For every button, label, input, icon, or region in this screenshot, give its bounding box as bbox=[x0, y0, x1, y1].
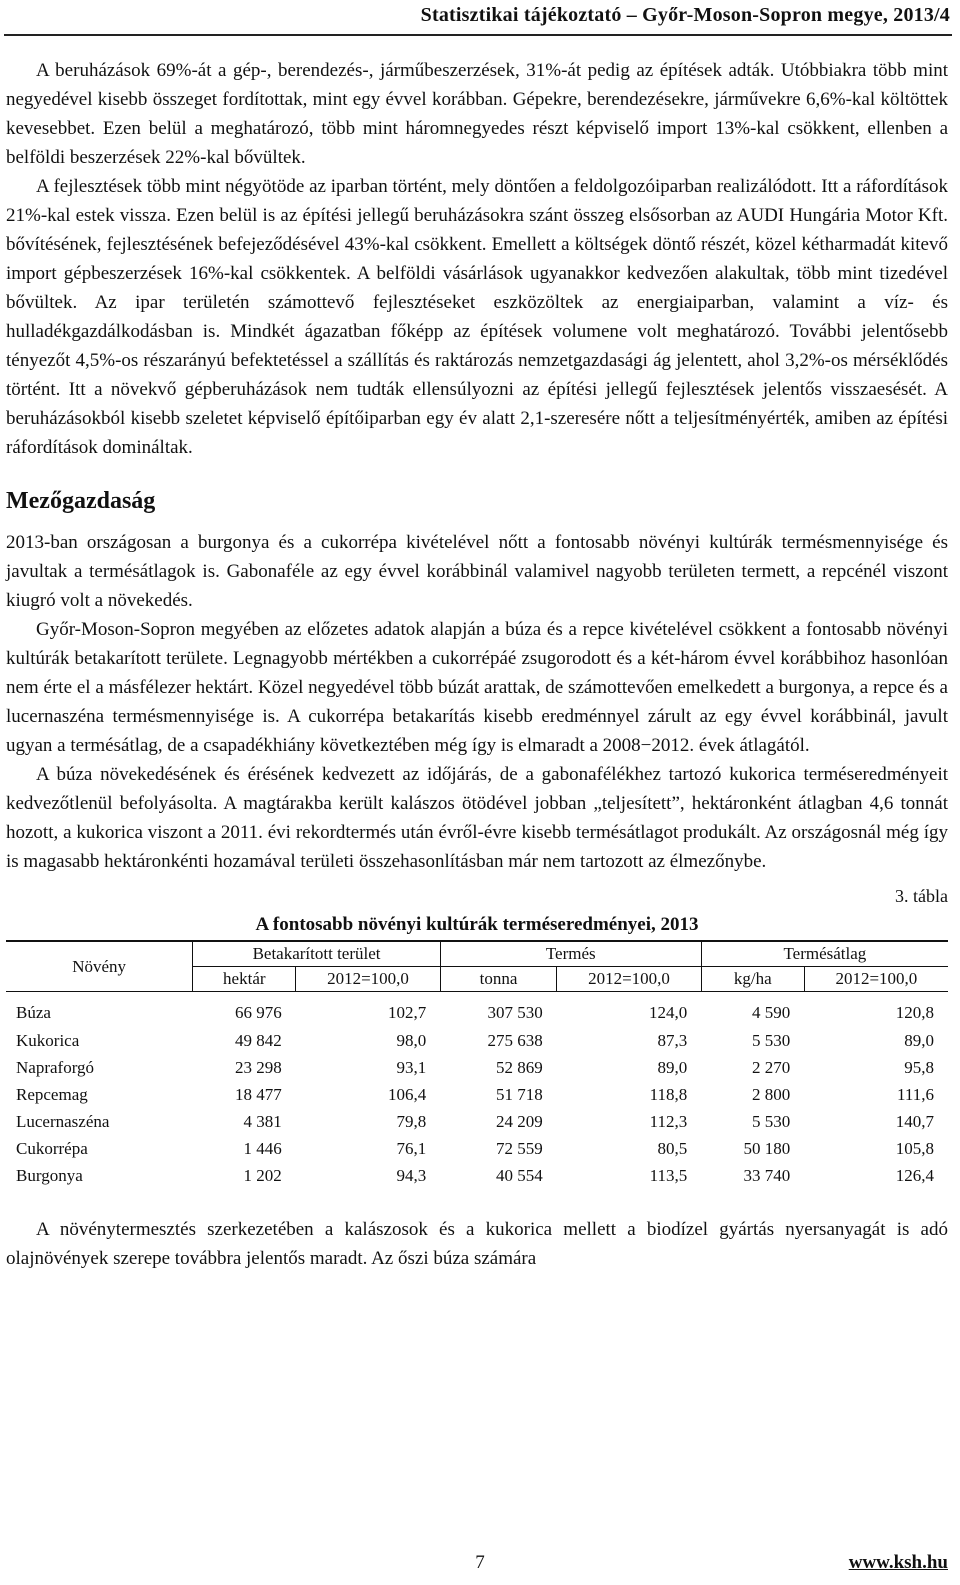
cell-value: 79,8 bbox=[396, 1111, 427, 1131]
cell-plant: Napraforgó bbox=[16, 1057, 95, 1077]
cell-plant: Burgonya bbox=[16, 1165, 83, 1185]
cell-value: 95,8 bbox=[904, 1057, 934, 1077]
cell-value: 5 530 bbox=[751, 1111, 791, 1131]
cell-value: 126,4 bbox=[895, 1165, 934, 1185]
subheader-tonne: tonna bbox=[440, 967, 557, 992]
subheader-area-index: 2012=100,0 bbox=[296, 967, 440, 992]
cell-value: 4 590 bbox=[751, 1002, 791, 1022]
col-plant-header: Növény bbox=[6, 941, 193, 992]
table-row bbox=[6, 1108, 948, 1135]
table-row bbox=[6, 1054, 948, 1081]
cell-value: 93,1 bbox=[396, 1057, 427, 1077]
cell-value: 49 842 bbox=[235, 1030, 282, 1050]
cell-value: 89,0 bbox=[904, 1030, 934, 1050]
cell-value: 23 298 bbox=[235, 1057, 282, 1077]
intro-paragraph-2: A fejlesztések több mint négyötöde az iparban történt, mely döntően a feldolgozóiparban realizálódott. Itt a ráfordítások 21%-kal estek vissza. Ezen belül is az építési jellegű beruházásokra szánt összeg elsősorban az AUDI Hungária Motor Kft. bővítésének, fejlesztésének befejeződésével 43%-kal csökkent. Emellett a költségek döntő részét, közel kétharmadát kitevő import gépbeszerzések 16%-kal csökkentek. A belföldi vásárlások ugyanakkor kedvezően alakultak, több mint tizedével bővültek. Az ipar területén számottevő fejlesztéseket eszközöltek az energiaiparban, valamint a víz- és hulladékgazdálkodásban is. Mindkét ágazatban főképp az építések volumene volt meghatározó. További jelentősebb tényezőt 4,5%-os részarányú befektetéssel a szállítás és raktározás nemzetgazdasági ág jelentett, ahol 3,2%-os mérséklődés történt. Itt a növekvő gépberuházások nem tudták ellensúlyozni az építési jellegű fejlesztések jelentős visszaesését. A beruházásokból kisebb szeletet képviselő építőiparban egy év alatt 2,1-szeresére nőtt a teljesítményérték, amiben az építési ráfordítások domináltak. bbox=[6, 176, 948, 458]
cell-value: 140,7 bbox=[895, 1111, 934, 1131]
cell-value: 118,8 bbox=[649, 1084, 688, 1104]
cell-value: 18 477 bbox=[235, 1084, 282, 1104]
subheader-kg-per-ha: kg/ha bbox=[701, 967, 804, 992]
cell-value: 89,0 bbox=[657, 1057, 688, 1077]
cell-value: 112,3 bbox=[649, 1111, 688, 1131]
table-row bbox=[6, 1081, 948, 1108]
cell-value: 66 976 bbox=[235, 1002, 282, 1022]
table-title: A fontosabb növényi kultúrák terméseredményei, 2013 bbox=[255, 914, 699, 935]
cell-value: 1 202 bbox=[243, 1165, 282, 1185]
table-label: 3. tábla bbox=[895, 886, 948, 906]
group-header-area: Betakarított terület bbox=[193, 941, 440, 967]
header-rule bbox=[4, 34, 952, 36]
table-row bbox=[6, 1135, 948, 1162]
subheader-hectare: hektár bbox=[193, 967, 296, 992]
section-paragraph-1: 2013-ban országosan a burgonya és a cukorrépa kivételével nőtt a fontosabb növényi kultúrák termésmennyisége és javultak a termésátlagok is. Gabonaféle az egy évvel korábbinál valamivel nagyobb területen termett, a repcénél viszont kiugró volt a növekedés. bbox=[6, 532, 948, 611]
cell-value: 40 554 bbox=[496, 1165, 543, 1185]
footer-url-link[interactable]: www.ksh.hu bbox=[848, 1552, 948, 1573]
page-number: 7 bbox=[475, 1552, 485, 1573]
cell-value: 24 209 bbox=[496, 1111, 543, 1131]
cell-value: 4 381 bbox=[243, 1111, 282, 1131]
cell-value: 113,5 bbox=[649, 1165, 688, 1185]
cell-value: 52 869 bbox=[496, 1057, 543, 1077]
closing-paragraph: A növénytermesztés szerkezetében a kalászosok és a kukorica mellett a biodízel gyártás nyersanyagát is adó olajnövények szerepe továbbra jelentős maradt. Az őszi búza számára bbox=[6, 1219, 948, 1269]
section-heading: Mezőgazdaság bbox=[6, 488, 156, 514]
cell-plant: Kukorica bbox=[16, 1030, 80, 1050]
section-paragraph-3: A búza növekedésének és érésének kedvezett az időjárás, de a gabonafélékhez tartozó kukorica terméseredményeit kedvezőtlenül befolyásolta. A magtárakba került kalászos ötödével jobban „teljesített”, hektáronként átlagban 4,6 tonnát hozott, a kukorica viszont a 2011. évi rekordtermés után évről-évre kisebb termésátlagot produkált. Az országosnál még így is magasabb hektáronkénti hozamával területi összehasonlításban már nem tartozott az élmezőnybe. bbox=[6, 764, 948, 872]
cell-value: 94,3 bbox=[396, 1165, 427, 1185]
cell-plant: Cukorrépa bbox=[16, 1138, 88, 1158]
cell-value: 105,8 bbox=[895, 1138, 934, 1158]
cell-value: 2 800 bbox=[751, 1084, 791, 1104]
subheader-yield-index: 2012=100,0 bbox=[557, 967, 701, 992]
cell-value: 120,8 bbox=[895, 1002, 934, 1022]
cell-value: 76,1 bbox=[396, 1138, 427, 1158]
cell-value: 124,0 bbox=[649, 1002, 688, 1022]
cell-value: 106,4 bbox=[388, 1084, 427, 1104]
section-paragraph-2: Győr-Moson-Sopron megyében az előzetes adatok alapján a búza és a repce kivételével csökkent a fontosabb növényi kultúrák betakarított területe. Legnagyobb mértékben a cukorrépáé zsugorodott és a két-három évvel korábbihoz hasonlóan nem érte el a másfélezer hektárt. Közel negyedével több búzát arattak, de számottevően emelkedett a burgonya, a repce és a lucernaszéna termésmennyisége is. A cukorrépa betakarítás kisebb eredménnyel zárult az egy évvel korábbinál, javult ugyan a termésátlag, de a csapadékhiány következtében még így is elmaradt a 2008−2012. évek átlagától. bbox=[6, 619, 948, 756]
cell-value: 102,7 bbox=[388, 1002, 427, 1022]
cell-value: 33 740 bbox=[743, 1165, 791, 1185]
cell-value: 111,6 bbox=[897, 1084, 934, 1104]
cell-value: 1 446 bbox=[243, 1138, 282, 1158]
group-header-yield: Termés bbox=[440, 941, 701, 967]
cell-value: 5 530 bbox=[751, 1030, 791, 1050]
cell-value: 50 180 bbox=[743, 1138, 791, 1158]
cell-value: 98,0 bbox=[396, 1030, 427, 1050]
cell-value: 307 530 bbox=[487, 1002, 543, 1022]
running-header: Statisztikai tájékoztató – Győr-Moson-Sopron megye, 2013/4 bbox=[420, 4, 950, 26]
cell-value: 80,5 bbox=[657, 1138, 688, 1158]
cell-value: 51 718 bbox=[496, 1084, 543, 1104]
page-content bbox=[6, 56, 948, 1273]
table-row bbox=[6, 992, 948, 1028]
cell-plant: Repcemag bbox=[16, 1084, 88, 1104]
group-header-average: Termésátlag bbox=[701, 941, 948, 967]
table-row bbox=[6, 1027, 948, 1054]
cell-plant: Lucernaszéna bbox=[16, 1111, 110, 1131]
intro-paragraph-1: A beruházások 69%-át a gép-, berendezés-, járműbeszerzések, 31%-át pedig az építések adták. Utóbbiakra több mint negyedével kisebb összeget fordítottak, mint egy évvel korábban. Gépekre, berendezésekre, járművekre 6,6%-kal költöttek kevesebbet. Ezen belül a meghatározó, több mint háromnegyedes részt képviselő import 13%-kal csökkent, ellenben a belföldi beszerzések 22%-kal bővültek. bbox=[6, 60, 948, 168]
table-row bbox=[6, 1162, 948, 1189]
subheader-average-index: 2012=100,0 bbox=[804, 967, 948, 992]
cell-value: 72 559 bbox=[496, 1138, 543, 1158]
cell-value: 275 638 bbox=[487, 1030, 543, 1050]
crop-results-table bbox=[6, 940, 948, 1189]
cell-plant: Búza bbox=[16, 1002, 51, 1022]
cell-value: 87,3 bbox=[657, 1030, 688, 1050]
cell-value: 2 270 bbox=[751, 1057, 791, 1077]
